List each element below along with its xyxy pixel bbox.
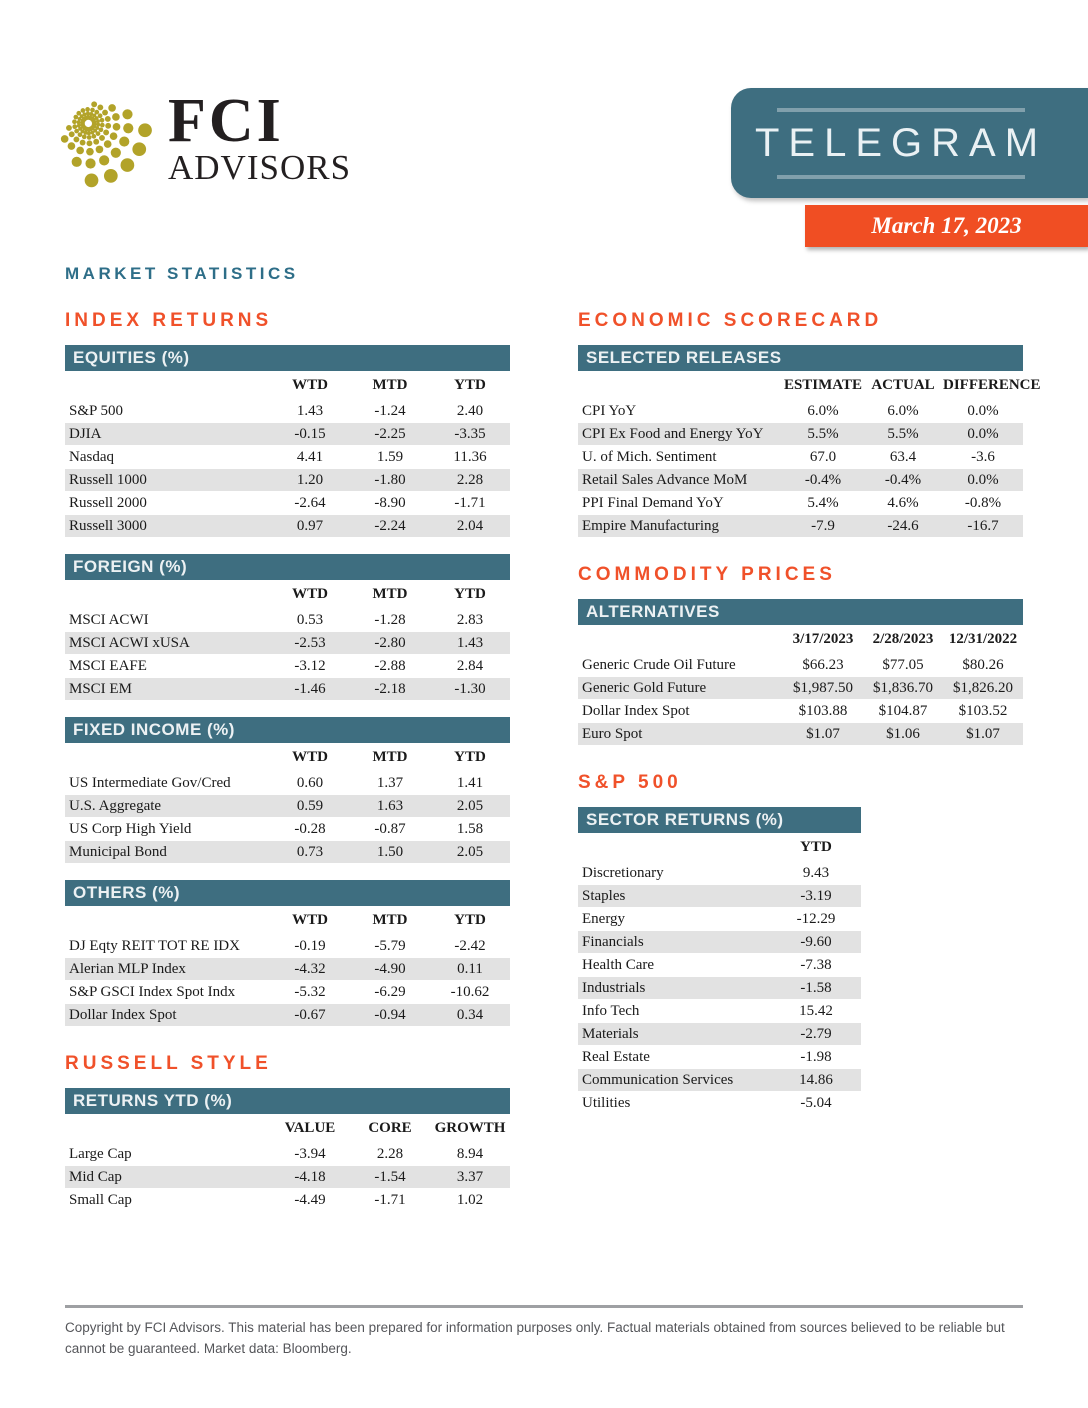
cell-value: 2.28 [376,1145,404,1162]
cell-value: -3.6 [971,448,995,465]
table-row [578,446,1023,469]
section-russell-style [65,1053,510,1212]
cell-value: -1.80 [374,471,406,488]
newsletter-banner [731,88,1088,247]
row-label: Dollar Index Spot [69,1006,177,1023]
section-heading-russell-style: RUSSELL STYLE [65,1053,272,1074]
row-label: Russell 1000 [69,471,147,488]
table-row [578,1069,861,1092]
row-label: DJIA [69,425,102,442]
cell-value: -6.29 [374,983,406,1000]
column-header: MTD [372,749,408,765]
table-row [65,1143,510,1166]
cell-value: -10.62 [450,983,490,1000]
row-label: Financials [582,933,644,950]
cell-value: 1.63 [376,797,404,814]
table-row [578,885,861,908]
cell-value: 1.02 [456,1191,484,1208]
cell-value: -1.71 [454,494,486,511]
cell-value: -2.88 [374,657,406,674]
row-label: Communication Services [582,1071,734,1088]
column-header: 12/31/2022 [948,631,1018,647]
row-label: Mid Cap [69,1168,122,1185]
table-row [578,492,1023,515]
cell-value: -5.04 [800,1094,832,1111]
cell-value: 1.50 [376,843,404,860]
banner-rule-top [777,108,1025,112]
table-alternatives [578,599,1023,746]
table-row [65,1189,510,1212]
row-label: MSCI ACWI xUSA [69,634,190,651]
footer-rule [65,1305,1023,1308]
cell-value: 0.53 [296,611,324,628]
cell-value: 1.41 [456,774,484,791]
section-heading-index-returns: INDEX RETURNS [65,310,273,331]
cell-value: -9.60 [800,933,832,950]
cell-value: $1,836.70 [873,679,933,696]
table-row [65,492,510,515]
cell-value: 6.0% [807,402,839,419]
cell-value: 0.97 [296,517,324,534]
cell-value: -5.32 [294,983,326,1000]
row-label: Health Care [582,956,655,973]
table-row [578,677,1023,700]
section-index-returns [65,310,510,1027]
table-row [65,446,510,469]
table-row [65,818,510,841]
cell-value: 0.11 [457,960,483,977]
row-label: Industrials [582,979,646,996]
table-title: FOREIGN (%) [65,554,510,580]
cell-value: -0.19 [294,937,326,954]
table-title: OTHERS (%) [65,880,510,906]
table-row [65,400,510,423]
table-row [65,609,510,632]
column-headers [65,371,510,400]
cell-value: -0.28 [294,820,326,837]
cell-value: $103.52 [958,702,1008,719]
table-row [65,678,510,701]
cell-value: 0.60 [296,774,324,791]
cell-value: 1.37 [376,774,404,791]
cell-value: 63.4 [889,448,917,465]
cell-value: -1.28 [374,611,406,628]
fci-globe-icon [58,95,156,193]
cell-value: 1.58 [456,820,484,837]
table-title: SELECTED RELEASES [578,345,1023,371]
row-label: Russell 3000 [69,517,147,534]
cell-value: -1.58 [800,979,832,996]
column-headers [578,833,861,862]
table-foreign [65,554,510,701]
cell-value: -0.87 [374,820,406,837]
cell-value: $1.07 [966,725,1000,742]
column-headers [578,625,1023,654]
cell-value: 5.4% [807,494,839,511]
cell-value: 2.05 [456,797,484,814]
column-header: WTD [292,912,328,928]
cell-value: $1,987.50 [793,679,853,696]
row-label: U. of Mich. Sentiment [582,448,717,465]
cell-value: 3.37 [456,1168,484,1185]
cell-value: -7.38 [800,956,832,973]
table-row [65,632,510,655]
section-commodity-prices [578,564,1023,746]
cell-value: $1.06 [886,725,920,742]
column-header: MTD [372,377,408,393]
table-row [65,469,510,492]
cell-value: 2.83 [456,611,484,628]
row-label: U.S. Aggregate [69,797,162,814]
cell-value: 2.28 [456,471,484,488]
cell-value: -2.64 [294,494,326,511]
table-row [65,1004,510,1027]
cell-value: -3.35 [454,425,486,442]
cell-value: -0.67 [294,1006,326,1023]
table-equities [65,345,510,538]
cell-value: $80.26 [962,656,1004,673]
cell-value: 5.5% [887,425,919,442]
table-row [578,1046,861,1069]
cell-value: 9.43 [802,864,830,881]
cell-value: -2.25 [374,425,406,442]
issue-date: March 17, 2023 [871,213,1022,238]
row-label: MSCI EAFE [69,657,147,674]
cell-value: -4.18 [294,1168,326,1185]
table-row [578,977,861,1000]
row-label: Large Cap [69,1145,132,1162]
cell-value: 4.41 [296,448,324,465]
telegram-banner [731,88,1088,198]
column-header: 3/17/2023 [792,631,854,647]
cell-value: 11.36 [453,448,487,465]
cell-value: 0.73 [296,843,324,860]
row-label: US Intermediate Gov/Cred [69,774,231,791]
column-header: MTD [372,586,408,602]
section-heading-commodity-prices: COMMODITY PRICES [578,564,836,585]
cell-value: 15.42 [799,1002,833,1019]
cell-value: -2.80 [374,634,406,651]
row-label: Real Estate [582,1048,650,1065]
logo-subtitle: ADVISORS [168,148,352,187]
column-headers [65,580,510,609]
table-rows [65,1143,510,1212]
table-row [65,795,510,818]
page-header [0,0,1088,250]
column-headers [65,1114,510,1143]
page-footer [65,1305,1023,1360]
column-header: YTD [800,839,832,855]
row-label: PPI Final Demand YoY [582,494,724,511]
table-row [65,841,510,864]
cell-value: -7.9 [811,517,835,534]
table-row [65,772,510,795]
table-row [578,423,1023,446]
cell-value: 1.59 [376,448,404,465]
column-header: MTD [372,912,408,928]
row-label: Euro Spot [582,725,643,742]
cell-value: 67.0 [809,448,837,465]
cell-value: -1.98 [800,1048,832,1065]
row-label: DJ Eqty REIT TOT RE IDX [69,937,240,954]
cell-value: -2.24 [374,517,406,534]
cell-value: 4.6% [887,494,919,511]
cell-value: -12.29 [796,910,836,927]
cell-value: 0.34 [456,1006,484,1023]
table-row [578,1092,861,1115]
cell-value: -1.54 [374,1168,406,1185]
cell-value: 0.0% [967,402,999,419]
column-header: WTD [292,377,328,393]
cell-value: -2.18 [374,680,406,697]
cell-value: 0.0% [967,471,999,488]
section-heading-s-p-500: S&P 500 [578,772,682,793]
column-header: ESTIMATE [783,377,863,393]
cell-value: 1.43 [296,402,324,419]
table-returns-ytd [65,1088,510,1212]
table-fixed-income [65,717,510,864]
table-title: EQUITIES (%) [65,345,510,371]
column-header: ACTUAL [871,377,935,393]
row-label: CPI Ex Food and Energy YoY [582,425,764,442]
row-label: MSCI ACWI [69,611,149,628]
table-rows [65,609,510,701]
column-header: WTD [292,749,328,765]
newsletter-title: TELEGRAM [754,120,1048,165]
cell-value: -0.4% [804,471,842,488]
cell-value: 5.5% [807,425,839,442]
page-title: MARKET STATISTICS [65,264,299,283]
table-row [578,723,1023,746]
cell-value: -3.19 [800,887,832,904]
column-header: DIFFERENCE [943,377,1041,393]
table-rows [65,772,510,864]
cell-value: 2.84 [456,657,484,674]
cell-value: $103.88 [798,702,848,719]
cell-value: -4.32 [294,960,326,977]
row-label: US Corp High Yield [69,820,192,837]
cell-value: 0.0% [967,425,999,442]
row-label: CPI YoY [582,402,637,419]
cell-value: $66.23 [802,656,844,673]
cell-value: -4.49 [294,1191,326,1208]
cell-value: $104.87 [878,702,928,719]
left-column [65,310,510,1238]
section-economic-scorecard [578,310,1041,538]
banner-rule-bottom [777,175,1025,179]
cell-value: -0.8% [964,494,1002,511]
column-header: YTD [454,377,486,393]
table-row [578,954,861,977]
column-headers [65,743,510,772]
row-label: Generic Gold Future [582,679,707,696]
row-label: Generic Crude Oil Future [582,656,736,673]
cell-value: -5.79 [374,937,406,954]
table-title: RETURNS YTD (%) [65,1088,510,1114]
table-row [65,515,510,538]
row-label: Nasdaq [69,448,114,465]
cell-value: $77.05 [882,656,924,673]
cell-value: -0.4% [884,471,922,488]
table-rows [578,400,1023,538]
table-row [65,935,510,958]
section-heading-economic-scorecard: ECONOMIC SCORECARD [578,310,883,331]
row-label: S&P 500 [69,402,124,419]
table-rows [65,935,510,1027]
column-header: GROWTH [434,1120,506,1136]
table-title: FIXED INCOME (%) [65,717,510,743]
cell-value: 2.04 [456,517,484,534]
cell-value: 2.05 [456,843,484,860]
table-rows [65,400,510,538]
row-label: Retail Sales Advance MoM [582,471,748,488]
content-columns [65,310,1041,1238]
row-label: Dollar Index Spot [582,702,690,719]
cell-value: -0.15 [294,425,326,442]
cell-value: 1.43 [456,634,484,651]
cell-value: 1.20 [296,471,324,488]
row-label: S&P GSCI Index Spot Indx [69,983,236,1000]
column-header: 2/28/2023 [872,631,934,647]
cell-value: -2.53 [294,634,326,651]
table-rows [578,654,1023,746]
cell-value: $1.07 [806,725,840,742]
row-label: Empire Manufacturing [582,517,720,534]
column-header: YTD [454,912,486,928]
cell-value: $1,826.20 [953,679,1013,696]
row-label: Municipal Bond [69,843,167,860]
table-row [65,958,510,981]
table-row [578,515,1023,538]
cell-value: -1.71 [374,1191,406,1208]
right-column [578,310,1041,1141]
row-label: Discretionary [582,864,664,881]
table-row [578,700,1023,723]
table-rows [578,862,861,1115]
row-label: Info Tech [582,1002,640,1019]
cell-value: -0.94 [374,1006,406,1023]
cell-value: -24.6 [887,517,919,534]
table-row [65,981,510,1004]
fci-logo [58,87,352,193]
footer-disclaimer: Copyright by FCI Advisors. This material has been prepared for information purposes only. Factual materials obtained from sources believed to be reliable but cannot be guaranteed. Market data: Bloomberg. [65,1320,1005,1356]
cell-value: -2.42 [454,937,486,954]
table-selected-releases [578,345,1041,538]
cell-value: -2.79 [800,1025,832,1042]
table-row [65,1166,510,1189]
table-row [578,469,1023,492]
table-others [65,880,510,1027]
table-title: ALTERNATIVES [578,599,1023,625]
section-s-p-500 [578,772,1023,1115]
column-header: YTD [454,749,486,765]
cell-value: -1.46 [294,680,326,697]
cell-value: -4.90 [374,960,406,977]
column-header: YTD [454,586,486,602]
row-label: Staples [582,887,626,904]
date-banner [805,205,1088,247]
cell-value: -3.94 [294,1145,326,1162]
cell-value: -1.30 [454,680,486,697]
column-headers [578,371,1041,400]
row-label: Utilities [582,1094,631,1111]
fci-wordmark [168,87,352,187]
cell-value: -3.12 [294,657,326,674]
row-label: Materials [582,1025,639,1042]
cell-value: 8.94 [456,1145,484,1162]
row-label: Small Cap [69,1191,132,1208]
table-row [578,931,861,954]
column-header: CORE [368,1120,412,1136]
logo-title: FCI [168,87,284,155]
table-row [578,1000,861,1023]
table-row [65,655,510,678]
table-row [578,1023,861,1046]
table-row [578,908,861,931]
cell-value: -16.7 [967,517,999,534]
table-row [578,400,1023,423]
cell-value: 6.0% [887,402,919,419]
table-row [578,862,861,885]
cell-value: -8.90 [374,494,406,511]
row-label: Russell 2000 [69,494,147,511]
row-label: MSCI EM [69,680,132,697]
cell-value: -1.24 [374,402,406,419]
table-title: SECTOR RETURNS (%) [578,807,861,833]
column-header: VALUE [284,1120,336,1136]
cell-value: 14.86 [799,1071,833,1088]
cell-value: 0.59 [296,797,324,814]
column-headers [65,906,510,935]
row-label: Alerian MLP Index [69,960,186,977]
table-row [578,654,1023,677]
cell-value: 2.40 [456,402,484,419]
row-label: Energy [582,910,626,927]
column-header: WTD [292,586,328,602]
table-row [65,423,510,446]
table-sector-returns [578,807,861,1115]
